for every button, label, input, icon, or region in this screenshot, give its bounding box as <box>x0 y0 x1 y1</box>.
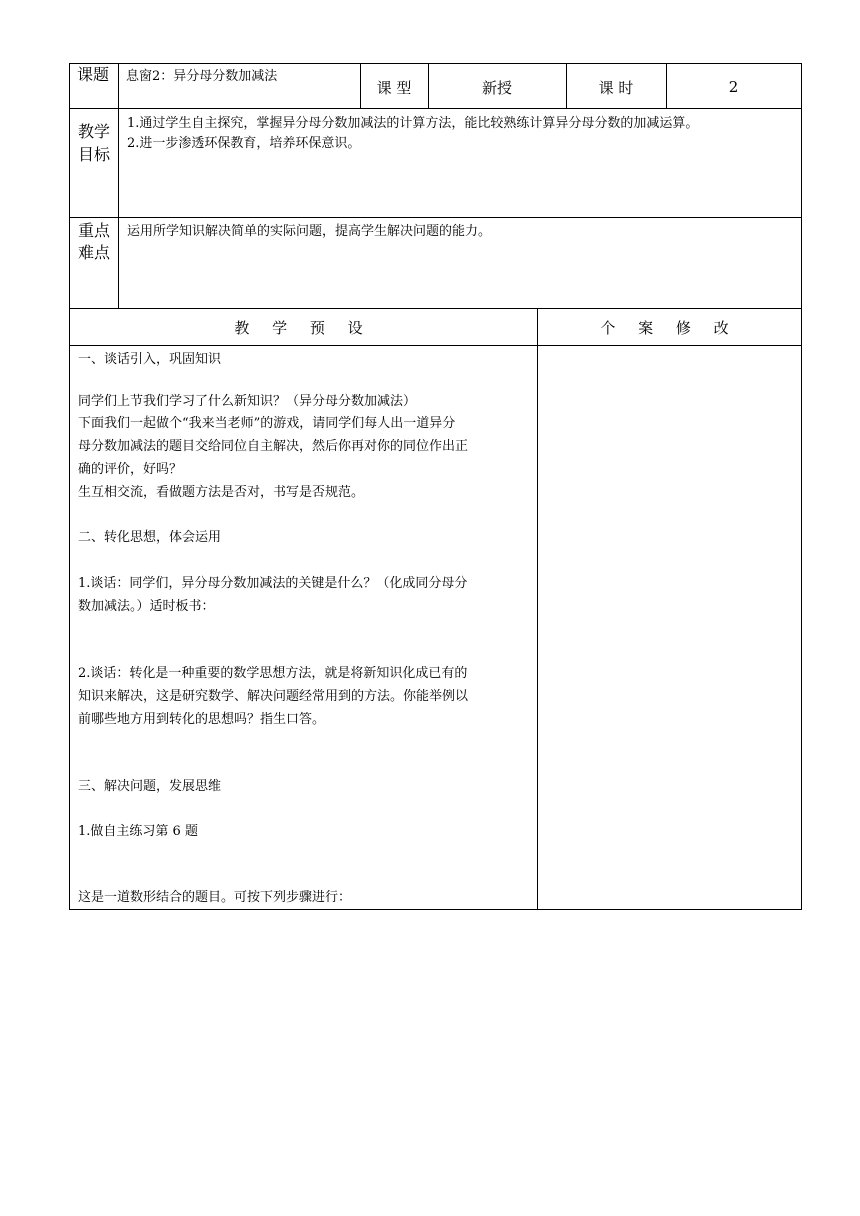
section-1-para-2-line-2: 母分数加减法的题目交给同位自主解决，然后你再对你的同位作出正 <box>78 439 469 454</box>
revise-column-header: 个 案 修 改 <box>600 319 738 337</box>
row-divider-goals <box>69 217 802 218</box>
section-3-para-1: 1.做自主练习第 6 题 <box>78 824 198 839</box>
goals-label: 教学目标 <box>77 122 110 164</box>
main-column-divider <box>537 308 538 909</box>
section-1-para-2-line-1: 下面我们一起做个“我来当老师”的游戏，请同学们每人出一道异分 <box>78 416 456 431</box>
key-points-label: 重点难点 <box>77 221 110 262</box>
lesson-type-value: 新授 <box>481 79 512 97</box>
lesson-period-value: 2 <box>728 78 739 96</box>
section-2-title: 二、转化思想，体会运用 <box>78 530 222 545</box>
section-1-title: 一、谈话引入，巩固知识 <box>78 352 222 367</box>
lesson-period-label: 课 时 <box>598 79 634 97</box>
table-border-left <box>69 63 70 910</box>
table-border-right <box>801 63 802 910</box>
lesson-title: 息窗2：异分母分数加减法 <box>126 69 278 84</box>
section-2-para-1-line-2: 数加减法。）适时板书： <box>78 599 215 614</box>
table-border-bottom <box>69 909 802 910</box>
section-1-para-2-line-3: 确的评价，好吗？ <box>78 462 183 477</box>
section-1-para-3: 生互相交流，看做题方法是否对，书写是否规范。 <box>78 485 365 500</box>
table-border-top <box>69 63 802 64</box>
section-2-para-2-line-2: 知识来解决，这是研究数学、解决问题经常用到的方法。你能举例以 <box>78 689 469 704</box>
section-2-para-2-line-3: 前哪些地方用到转化的思想吗？指生口答。 <box>78 712 326 727</box>
section-3-para-2: 这是一道数形结合的题目。可按下列步骤进行： <box>78 890 352 905</box>
section-3-title: 三、解决问题，发展思维 <box>78 779 222 794</box>
section-2-para-2-line-1: 2.谈话：转化是一种重要的数学思想方法，就是将新知识化成已有的 <box>78 666 468 681</box>
goals-line-1: 1.通过学生自主探究，掌握异分母分数加减法的计算方法，能比较熟练计算异分母分数的加减运算。 <box>127 116 699 131</box>
section-1-para-1: 同学们上节我们学习了什么新知识？（异分母分数加减法） <box>78 394 417 409</box>
goals-line-2: 2.进一步渗透环保教育，培养环保意识。 <box>127 136 361 151</box>
section-2-para-1-line-1: 1.谈话：同学们，异分母分数加减法的关键是什么？（化成同分母分 <box>78 576 468 591</box>
lesson-type-label: 课 型 <box>376 79 412 97</box>
label-column-divider <box>118 63 119 308</box>
row-divider-columns <box>69 345 802 346</box>
lesson-label: 课题 <box>76 65 109 84</box>
preset-column-header: 教 学 预 设 <box>234 319 372 337</box>
row-divider-header <box>69 108 802 109</box>
row-divider-keypoints <box>69 308 802 309</box>
key-points-text: 运用所学知识解决简单的实际问题，提高学生解决问题的能力。 <box>127 224 492 239</box>
